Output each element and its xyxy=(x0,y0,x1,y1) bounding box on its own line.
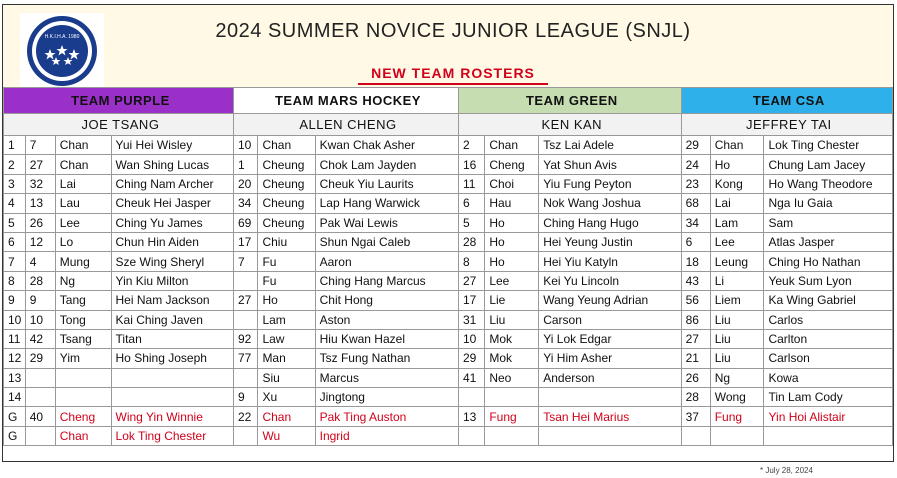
coach-green: KEN KAN xyxy=(458,114,681,136)
player-first-name: Titan xyxy=(111,329,233,348)
player-first-name: Aaron xyxy=(315,252,458,271)
player-first-name: Anderson xyxy=(539,368,681,387)
player-last-name: Kong xyxy=(710,174,764,193)
player-jersey-number: 24 xyxy=(681,155,710,174)
date-note: * July 28, 2024 xyxy=(760,466,813,475)
player-row xyxy=(4,174,893,193)
player-jersey-number: 1 xyxy=(233,155,258,174)
player-row xyxy=(4,349,893,368)
player-last-name: Cheng xyxy=(55,407,111,426)
player-last-name: Choi xyxy=(485,174,539,193)
player-jersey-number: 43 xyxy=(681,271,710,290)
player-last-name: Chan xyxy=(258,136,315,155)
player-first-name: Tsan Hei Marius xyxy=(539,407,681,426)
player-first-name: Tin Lam Cody xyxy=(764,388,893,407)
player-first-name: Wang Yeung Adrian xyxy=(539,291,681,310)
player-jersey-number: 69 xyxy=(233,213,258,232)
player-jersey-number: 28 xyxy=(458,232,484,251)
roster-table xyxy=(3,87,893,446)
player-last-name: Ho xyxy=(710,155,764,174)
player-jersey-number: 9 xyxy=(25,291,55,310)
roster-sheet xyxy=(2,4,894,462)
player-last-name: Leung xyxy=(710,252,764,271)
coach-mars-hockey: ALLEN CHENG xyxy=(233,114,458,136)
player-jersey-number: 4 xyxy=(25,252,55,271)
player-first-name: Cheuk Hei Jasper xyxy=(111,194,233,213)
player-first-name: Yin Hoi Alistair xyxy=(764,407,893,426)
player-jersey-number: 6 xyxy=(458,194,484,213)
player-jersey-number xyxy=(233,310,258,329)
player-first-name: Yi Him Asher xyxy=(539,349,681,368)
player-jersey-number: 37 xyxy=(681,407,710,426)
player-jersey-number: 41 xyxy=(458,368,484,387)
player-jersey-number: 11 xyxy=(458,174,484,193)
player-last-name: Chan xyxy=(258,407,315,426)
player-jersey-number: 34 xyxy=(233,194,258,213)
player-first-name: Jingtong xyxy=(315,388,458,407)
player-first-name: Carlson xyxy=(764,349,893,368)
player-jersey-number: 27 xyxy=(233,291,258,310)
player-jersey-number xyxy=(458,388,484,407)
player-first-name: Ingrid xyxy=(315,426,458,445)
player-last-name: Fu xyxy=(258,252,315,271)
player-jersey-number xyxy=(233,368,258,387)
player-last-name: Chiu xyxy=(258,232,315,251)
player-jersey-number: 9 xyxy=(233,388,258,407)
player-last-name: Lai xyxy=(55,174,111,193)
player-jersey-number: 92 xyxy=(233,329,258,348)
player-jersey-number: 28 xyxy=(681,388,710,407)
header xyxy=(3,5,893,87)
player-first-name: Chung Lam Jacey xyxy=(764,155,893,174)
player-last-name: Liu xyxy=(710,329,764,348)
player-last-name: Chan xyxy=(55,155,111,174)
team-names-row xyxy=(4,88,893,114)
player-last-name: Chan xyxy=(485,136,539,155)
player-last-name: Tong xyxy=(55,310,111,329)
player-first-name: Marcus xyxy=(315,368,458,387)
player-last-name: Lau xyxy=(55,194,111,213)
player-first-name: Tsz Lai Adele xyxy=(539,136,681,155)
player-first-name: Tsz Fung Nathan xyxy=(315,349,458,368)
row-label: 14 xyxy=(4,388,26,407)
player-jersey-number xyxy=(233,271,258,290)
player-first-name xyxy=(764,426,893,445)
player-jersey-number: 23 xyxy=(681,174,710,193)
player-jersey-number: 13 xyxy=(458,407,484,426)
player-jersey-number: 16 xyxy=(458,155,484,174)
row-label: G xyxy=(4,407,26,426)
player-last-name: Ho xyxy=(485,213,539,232)
player-first-name: Yiu Fung Peyton xyxy=(539,174,681,193)
player-jersey-number: 2 xyxy=(458,136,484,155)
row-label: 11 xyxy=(4,329,26,348)
goalie-row xyxy=(4,426,893,445)
player-first-name: Yui Hei Wisley xyxy=(111,136,233,155)
player-last-name: Lo xyxy=(55,232,111,251)
player-jersey-number: 17 xyxy=(233,232,258,251)
player-last-name xyxy=(55,368,111,387)
player-jersey-number xyxy=(25,426,55,445)
player-last-name: Xu xyxy=(258,388,315,407)
player-last-name: Lam xyxy=(258,310,315,329)
player-last-name: Ho xyxy=(485,252,539,271)
player-jersey-number: 12 xyxy=(25,232,55,251)
player-first-name: Ching Hang Marcus xyxy=(315,271,458,290)
player-last-name: Chan xyxy=(710,136,764,155)
page-subtitle: NEW TEAM ROSTERS xyxy=(371,65,535,81)
svg-text:H.K.I.H.A. 1980: H.K.I.H.A. 1980 xyxy=(44,34,80,40)
player-last-name: Lee xyxy=(485,271,539,290)
player-last-name: Tang xyxy=(55,291,111,310)
player-first-name: Ching Yu James xyxy=(111,213,233,232)
player-last-name: Liu xyxy=(710,310,764,329)
player-first-name: Carlton xyxy=(764,329,893,348)
team-name-green: TEAM GREEN xyxy=(458,88,681,114)
player-last-name: Mung xyxy=(55,252,111,271)
player-first-name: Ho Shing Joseph xyxy=(111,349,233,368)
player-first-name: Wan Shing Lucas xyxy=(111,155,233,174)
player-last-name: Mok xyxy=(485,329,539,348)
player-row xyxy=(4,213,893,232)
player-first-name: Lok Ting Chester xyxy=(111,426,233,445)
player-jersey-number: 29 xyxy=(458,349,484,368)
player-first-name: Hei Yiu Katyln xyxy=(539,252,681,271)
player-last-name: Tsang xyxy=(55,329,111,348)
player-first-name: Carson xyxy=(539,310,681,329)
coach-purple: JOE TSANG xyxy=(4,114,234,136)
player-jersey-number xyxy=(681,426,710,445)
player-last-name: Liem xyxy=(710,291,764,310)
player-last-name: Cheung xyxy=(258,155,315,174)
player-jersey-number: 26 xyxy=(25,213,55,232)
player-last-name: Wong xyxy=(710,388,764,407)
player-last-name: Fung xyxy=(485,407,539,426)
player-last-name: Ng xyxy=(55,271,111,290)
player-jersey-number: 17 xyxy=(458,291,484,310)
player-last-name: Wu xyxy=(258,426,315,445)
player-first-name xyxy=(539,426,681,445)
player-last-name: Neo xyxy=(485,368,539,387)
player-last-name xyxy=(485,388,539,407)
player-jersey-number: 27 xyxy=(681,329,710,348)
player-row xyxy=(4,155,893,174)
player-jersey-number: 40 xyxy=(25,407,55,426)
row-label: 8 xyxy=(4,271,26,290)
player-last-name: Cheung xyxy=(258,194,315,213)
row-label: 13 xyxy=(4,368,26,387)
player-jersey-number: 6 xyxy=(681,232,710,251)
player-jersey-number: 20 xyxy=(233,174,258,193)
player-first-name: Yin Kiu Milton xyxy=(111,271,233,290)
player-row xyxy=(4,291,893,310)
team-name-csa: TEAM CSA xyxy=(681,88,892,114)
player-first-name: Atlas Jasper xyxy=(764,232,893,251)
hkiha-logo-icon xyxy=(20,13,104,89)
player-last-name: Mok xyxy=(485,349,539,368)
player-first-name: Nok Wang Joshua xyxy=(539,194,681,213)
player-jersey-number: 29 xyxy=(681,136,710,155)
player-row xyxy=(4,310,893,329)
player-last-name: Cheung xyxy=(258,213,315,232)
player-first-name: Ho Wang Theodore xyxy=(764,174,893,193)
player-last-name: Fung xyxy=(710,407,764,426)
player-last-name xyxy=(485,426,539,445)
player-last-name: Man xyxy=(258,349,315,368)
player-last-name: Fu xyxy=(258,271,315,290)
row-label: 1 xyxy=(4,136,26,155)
player-first-name: Hei Yeung Justin xyxy=(539,232,681,251)
player-jersey-number: 28 xyxy=(25,271,55,290)
player-first-name: Chun Hin Aiden xyxy=(111,232,233,251)
player-jersey-number: 10 xyxy=(233,136,258,155)
player-first-name: Cheuk Yiu Laurits xyxy=(315,174,458,193)
player-first-name: Kwan Chak Asher xyxy=(315,136,458,155)
player-jersey-number: 21 xyxy=(681,349,710,368)
player-first-name: Chok Lam Jayden xyxy=(315,155,458,174)
row-label: 9 xyxy=(4,291,26,310)
player-jersey-number: 77 xyxy=(233,349,258,368)
player-last-name xyxy=(55,388,111,407)
player-last-name: Liu xyxy=(485,310,539,329)
player-first-name: Kowa xyxy=(764,368,893,387)
player-jersey-number: 18 xyxy=(681,252,710,271)
player-jersey-number: 56 xyxy=(681,291,710,310)
player-jersey-number xyxy=(233,426,258,445)
player-row xyxy=(4,136,893,155)
player-jersey-number: 42 xyxy=(25,329,55,348)
goalie-row xyxy=(4,407,893,426)
player-first-name xyxy=(539,388,681,407)
player-jersey-number: 7 xyxy=(25,136,55,155)
player-last-name: Ho xyxy=(485,232,539,251)
player-first-name: Pak Wai Lewis xyxy=(315,213,458,232)
player-row xyxy=(4,368,893,387)
team-name-purple: TEAM PURPLE xyxy=(4,88,234,114)
player-first-name: Ching Nam Archer xyxy=(111,174,233,193)
player-first-name: Ching Hang Hugo xyxy=(539,213,681,232)
player-jersey-number: 10 xyxy=(25,310,55,329)
coaches-row xyxy=(4,114,893,136)
player-jersey-number: 7 xyxy=(233,252,258,271)
player-last-name: Lie xyxy=(485,291,539,310)
player-first-name: Yeuk Sum Lyon xyxy=(764,271,893,290)
player-first-name xyxy=(111,388,233,407)
row-label: 5 xyxy=(4,213,26,232)
player-jersey-number: 34 xyxy=(681,213,710,232)
player-first-name: Chit Hong xyxy=(315,291,458,310)
team-name-mars-hockey: TEAM MARS HOCKEY xyxy=(233,88,458,114)
player-last-name: Cheung xyxy=(258,174,315,193)
page-title: 2024 SUMMER NOVICE JUNIOR LEAGUE (SNJL) xyxy=(215,20,691,42)
player-last-name: Lam xyxy=(710,213,764,232)
player-jersey-number: 10 xyxy=(458,329,484,348)
player-jersey-number: 8 xyxy=(458,252,484,271)
player-jersey-number: 86 xyxy=(681,310,710,329)
player-first-name: Lap Hang Warwick xyxy=(315,194,458,213)
player-jersey-number: 27 xyxy=(458,271,484,290)
row-label: G xyxy=(4,426,26,445)
player-jersey-number xyxy=(25,368,55,387)
player-last-name: Liu xyxy=(710,349,764,368)
row-label: 10 xyxy=(4,310,26,329)
player-last-name: Law xyxy=(258,329,315,348)
player-jersey-number: 31 xyxy=(458,310,484,329)
player-first-name: Sam xyxy=(764,213,893,232)
player-last-name: Ho xyxy=(258,291,315,310)
player-last-name: Ng xyxy=(710,368,764,387)
row-label: 12 xyxy=(4,349,26,368)
player-row xyxy=(4,271,893,290)
player-last-name: Lee xyxy=(55,213,111,232)
player-last-name: Chan xyxy=(55,136,111,155)
player-jersey-number xyxy=(25,388,55,407)
row-label: 2 xyxy=(4,155,26,174)
player-last-name: Cheng xyxy=(485,155,539,174)
player-jersey-number: 13 xyxy=(25,194,55,213)
player-first-name: Pak Ting Auston xyxy=(315,407,458,426)
player-first-name: Yat Shun Avis xyxy=(539,155,681,174)
player-first-name: Ching Ho Nathan xyxy=(764,252,893,271)
player-first-name: Carlos xyxy=(764,310,893,329)
row-label: 6 xyxy=(4,232,26,251)
player-row xyxy=(4,252,893,271)
player-first-name: Yi Lok Edgar xyxy=(539,329,681,348)
player-first-name: Kei Yu Lincoln xyxy=(539,271,681,290)
player-last-name: Chan xyxy=(55,426,111,445)
player-last-name: Li xyxy=(710,271,764,290)
player-last-name: Lee xyxy=(710,232,764,251)
player-first-name: Kai Ching Javen xyxy=(111,310,233,329)
row-label: 4 xyxy=(4,194,26,213)
player-first-name: Nga Iu Gaia xyxy=(764,194,893,213)
player-first-name: Aston xyxy=(315,310,458,329)
player-row xyxy=(4,329,893,348)
player-last-name: Lai xyxy=(710,194,764,213)
player-first-name: Lok Ting Chester xyxy=(764,136,893,155)
player-row xyxy=(4,232,893,251)
player-first-name: Hiu Kwan Hazel xyxy=(315,329,458,348)
player-last-name: Hau xyxy=(485,194,539,213)
subtitle-underline xyxy=(358,83,548,85)
player-jersey-number: 29 xyxy=(25,349,55,368)
player-first-name xyxy=(111,368,233,387)
player-row xyxy=(4,388,893,407)
player-first-name: Hei Nam Jackson xyxy=(111,291,233,310)
player-jersey-number xyxy=(458,426,484,445)
player-first-name: Ka Wing Gabriel xyxy=(764,291,893,310)
row-label: 3 xyxy=(4,174,26,193)
player-first-name: Shun Ngai Caleb xyxy=(315,232,458,251)
player-jersey-number: 26 xyxy=(681,368,710,387)
player-jersey-number: 32 xyxy=(25,174,55,193)
row-label: 7 xyxy=(4,252,26,271)
player-last-name xyxy=(710,426,764,445)
player-last-name: Yim xyxy=(55,349,111,368)
player-jersey-number: 27 xyxy=(25,155,55,174)
player-jersey-number: 5 xyxy=(458,213,484,232)
player-row xyxy=(4,194,893,213)
player-first-name: Wing Yin Winnie xyxy=(111,407,233,426)
player-jersey-number: 22 xyxy=(233,407,258,426)
player-jersey-number: 68 xyxy=(681,194,710,213)
player-last-name: Siu xyxy=(258,368,315,387)
coach-csa: JEFFREY TAI xyxy=(681,114,892,136)
player-first-name: Sze Wing Sheryl xyxy=(111,252,233,271)
